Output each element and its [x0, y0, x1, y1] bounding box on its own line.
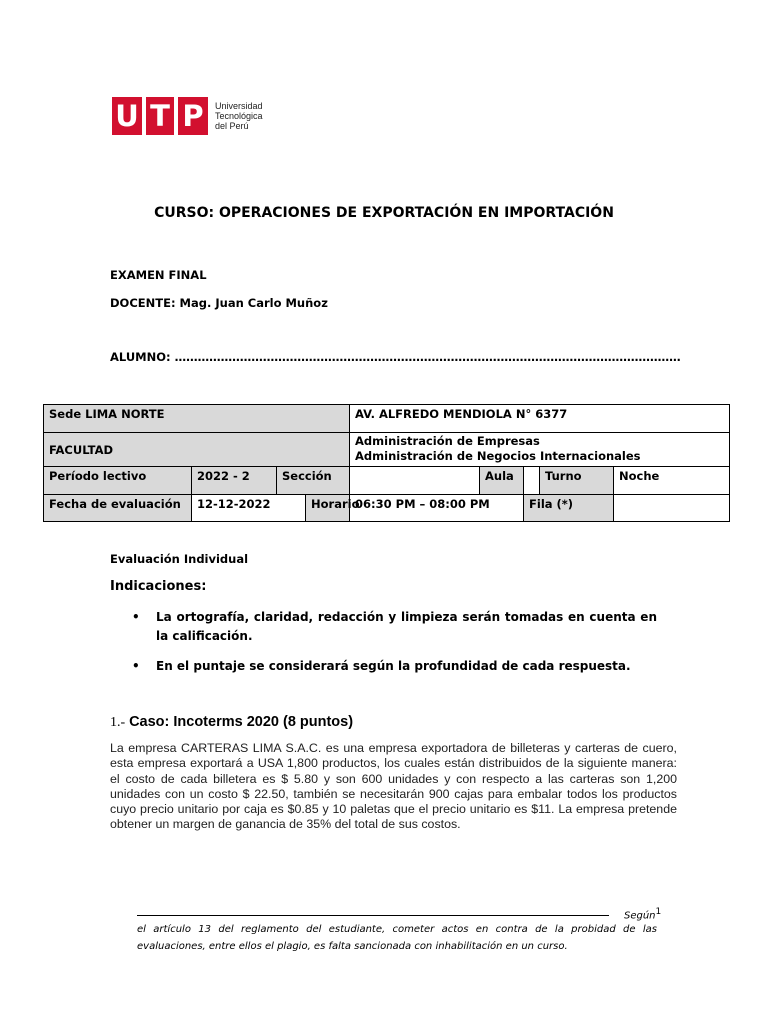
periodo-label: Período lectivo [44, 467, 192, 495]
fila-label: Fila (*) [524, 495, 614, 522]
facultad-line-2: Administración de Negocios Internacionales [355, 449, 641, 463]
question-heading [110, 713, 353, 731]
alumno-line: ALUMNO: …………………………………………………………………………………………………………………… [110, 350, 681, 364]
sede-address: AV. ALFREDO MENDIOLA N° 6377 [350, 405, 730, 433]
footnote-lead [624, 907, 661, 921]
question-body: La empresa CARTERAS LIMA S.A.C. es una empresa exportadora de billeteras y carteras de cuero, esta empresa exportará a USA 1,800 productos, los cuales están distribuidos de la siguiente manera: el costo de cada billetera es $ 5.80 y son 600 unidades y con respecto a las carteras son 1,200 unidades con un costo $ 22.50, también se necesitarán 900 cajas para embalar todos los productos cuyo precio unitario por caja es $0.85 y 10 paletas que el precio unitario es $11. La empresa pretende obtener un margen de ganancia de 35% del total de sus costos. [110, 741, 677, 832]
periodo-value: 2022 - 2 [192, 467, 277, 495]
logo-letter-u: U [112, 97, 142, 135]
bullet-dot: • [132, 659, 140, 673]
bullet-dot: • [132, 610, 140, 624]
logo-wordmark [215, 101, 263, 131]
logo-text-line-2: Tecnológica [215, 111, 263, 121]
indication-item [132, 608, 657, 646]
seccion-value[interactable] [350, 467, 480, 495]
indication-text: La ortografía, claridad, redacción y limpieza serán tomadas en cuenta en la calificación. [156, 610, 657, 643]
logo-letter-p: P [178, 97, 208, 135]
footnote-lead-text: Según [624, 910, 656, 922]
aula-label: Aula [480, 467, 524, 495]
footnote-mark: 1 [655, 907, 662, 917]
fila-value[interactable] [614, 495, 730, 522]
question-number: 1.- [110, 715, 126, 730]
indication-text: En el puntaje se considerará según la profundidad de cada respuesta. [156, 659, 631, 673]
turno-value: Noche [614, 467, 730, 495]
exam-info-table [43, 404, 730, 522]
fecha-label: Fecha de evaluación [44, 495, 192, 522]
exam-type: EXAMEN FINAL [110, 268, 207, 282]
facultad-label: FACULTAD [44, 433, 350, 467]
indications-heading: Indicaciones: [110, 579, 207, 594]
logo-text-line-1: Universidad [215, 101, 263, 111]
horario-value: 06:30 PM – 08:00 PM [350, 495, 524, 522]
docente-line: DOCENTE: Mag. Juan Carlo Muñoz [110, 296, 328, 310]
aula-value[interactable] [524, 467, 540, 495]
seccion-label: Sección [277, 467, 350, 495]
footnote-separator [137, 905, 609, 916]
footnote-text: el artículo 13 del reglamento del estudiante, cometer actos en contra de la probidad de las evaluaciones, entre ellos el plagio, es falta sancionada con inhabilitación en un curso. [137, 924, 657, 952]
facultad-value [350, 433, 730, 467]
evaluation-type: Evaluación Individual [110, 552, 249, 566]
course-title: CURSO: OPERACIONES DE EXPORTACIÓN EN IMPORTACIÓN [154, 205, 614, 221]
sede-label: Sede LIMA NORTE [44, 405, 350, 433]
horario-label: Horario [306, 495, 350, 522]
question-title: Caso: Incoterms 2020 (8 puntos) [129, 714, 354, 730]
turno-label: Turno [540, 467, 614, 495]
facultad-line-1: Administración de Empresas [355, 434, 540, 448]
fecha-value: 12-12-2022 [192, 495, 306, 522]
utp-logo [112, 97, 263, 135]
indication-item [132, 657, 657, 676]
logo-letter-t: T [146, 97, 174, 135]
logo-text-line-3: del Perú [215, 121, 249, 131]
